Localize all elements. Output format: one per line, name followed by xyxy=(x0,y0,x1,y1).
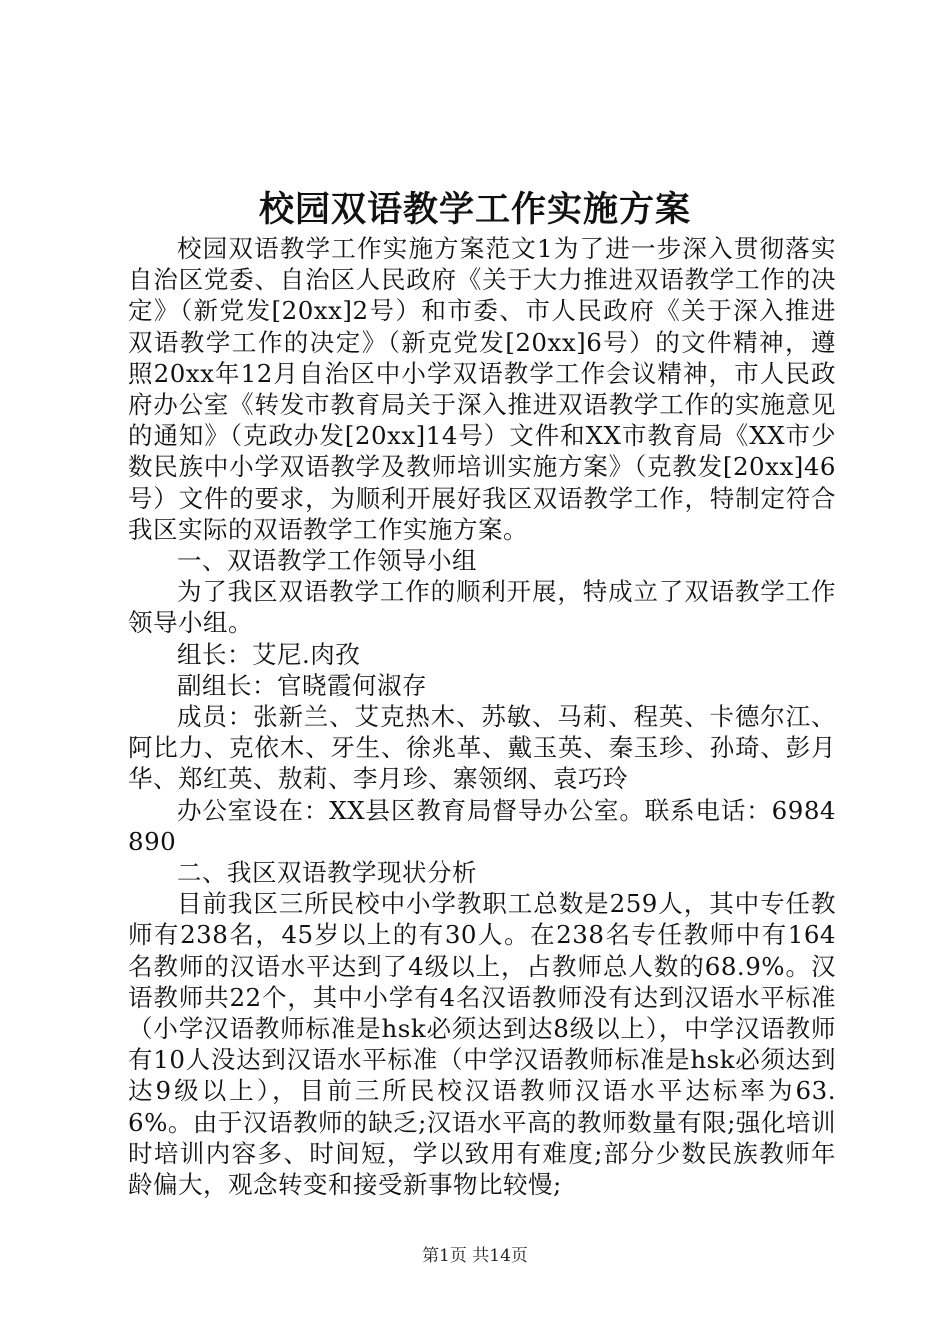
paragraph-members: 成员：张新兰、艾克热木、苏敏、马莉、程英、卡德尔江、阿比力、克依木、牙生、徐兆革、戴玉英、秦玉珍、孙琦、彭月华、郑红英、敖莉、李月珍、寨领纲、袁巧玲 xyxy=(128,702,836,794)
document-title: 校园双语教学工作实施方案 xyxy=(258,189,691,230)
paragraph-deputy-leader: 副组长：官晓霞何淑存 xyxy=(177,670,427,700)
paragraph-leadership-purpose: 为了我区双语教学工作的顺利开展，特成立了双语教学工作领导小组。 xyxy=(128,577,836,638)
paragraph-group-leader: 组长：艾尼.肉孜 xyxy=(177,639,361,669)
paragraph-status-analysis: 目前我区三所民校中小学教职工总数是259人，其中专任教师有238名，45岁以上的有30人。在238名专任教师中有164名教师的汉语水平达到了4级以上，占教师总人数的68.9%。汉语教师共22个，其中小学有4名汉语教师没有达到汉语水平标准（小学汉语教师标准是hsk必须达到达8级以上），中学汉语教师有10人没达到汉语水平标准（中学汉语教师标准是hsk必须达到达9级以上），目前三所民校汉语教师汉语水平达标率为63.6%。由于汉语教师的缺乏;汉语水平高的教师数量有限;强化培训时培训内容多、时间短，学以致用有难度;部分少数民族教师年龄偏大，观念转变和接受新事物比较慢; xyxy=(128,889,836,1200)
document-body xyxy=(128,233,836,1200)
section-heading-leadership: 一、双语教学工作领导小组 xyxy=(177,546,477,576)
section-heading-status: 二、我区双语教学现状分析 xyxy=(177,858,477,888)
page-number-footer: 第1页 共14页 xyxy=(422,1246,528,1266)
paragraph-intro: 校园双语教学工作实施方案范文1为了进一步深入贯彻落实自治区党委、自治区人民政府《关于大力推进双语教学工作的决定》（新党发[20xx]2号）和市委、市人民政府《关于深入推进双语教学工作的决定》（新克党发[20xx]6号）的文件精神，遵照20xx年12月自治区中小学双语教学工作会议精神，市人民政府办公室《转发市教育局关于深入推进双语教学工作的实施意见的通知》（克政办发[20xx]14号）文件和XX市教育局《XX市少数民族中小学双语教学及教师培训实施方案》（克教发[20xx]46号）文件的要求，为顺利开展好我区双语教学工作，特制定符合我区实际的双语教学工作实施方案。 xyxy=(128,234,836,544)
paragraph-office-contact: 办公室设在：XX县区教育局督导办公室。联系电话：6984890 xyxy=(128,795,836,856)
